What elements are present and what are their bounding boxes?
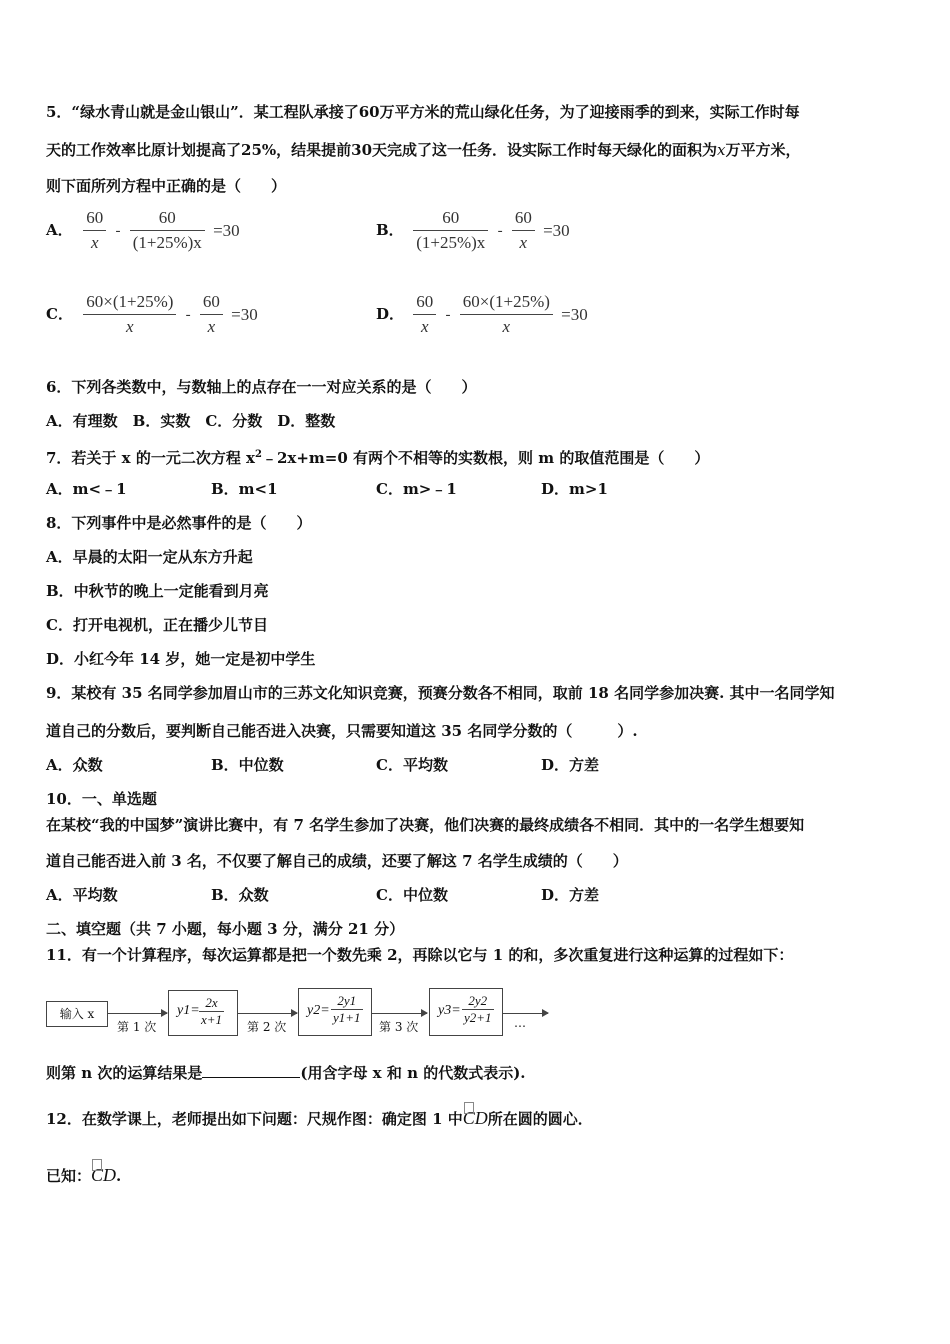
q9-line-1: 9．某校有 35 名同学参加眉山市的三苏文化知识竞赛，预赛分数各不相同，取前 18 名同学参加决赛. 其中一名同学知: [46, 684, 835, 702]
q5-a-frac-1: $\frac{60}{x}$: [83, 208, 106, 253]
q12-stem: 12．在数学课上，老师提出如下问题：尺规作图：确定图 1 中CD所在圆的圆心．: [46, 1108, 593, 1128]
q8-option-d: D．小红今年 14 岁，她一定是初中学生: [46, 650, 316, 668]
flow-arrow-4: [502, 1013, 548, 1014]
q5-a-frac-2: $\frac{60}{(1+25\%)x}$: [130, 208, 205, 253]
flow-box-2: y2= $\frac{2y1}{y1+1}$: [298, 988, 372, 1036]
q5-option-a: A． $\frac{60}{x}$ - $\frac{60}{(1+25\%)x}$ =30: [46, 208, 240, 252]
q5-b-frac-2: $\frac{60}{x}$: [512, 208, 535, 253]
q8-stem: 8．下列事件中是必然事件的是（ ）: [46, 514, 312, 532]
flow-step-3-label: 第 3 次: [379, 1020, 419, 1034]
q5-line-2: 天的工作效率比原计划提高了25%，结果提前30天完成了这一任务．设实际工作时每天绿化的面积为x万平方米，: [46, 141, 801, 159]
q9-option-d: D．方差: [541, 756, 600, 774]
q9-option-c: C．平均数: [376, 756, 448, 774]
q10-option-a: A．平均数: [46, 886, 118, 904]
q7-option-c: C．m>﹣1: [376, 480, 457, 498]
flow-ellipsis: …: [514, 1016, 526, 1030]
q10-option-c: C．中位数: [376, 886, 448, 904]
q8-option-b: B．中秋节的晚上一定能看到月亮: [46, 582, 269, 600]
q10-line-2: 道自己能否进入前 3 名，不仅要了解自己的成绩，还要了解这 7 名学生成绩的（ ）: [46, 852, 628, 870]
flow-input-box: 输入 x: [46, 1001, 108, 1027]
flow-arrow-1: [107, 1013, 167, 1014]
q5-c-frac-1: $\frac{60\times(1+25\%)}{x}$: [83, 292, 176, 337]
q7-option-a: A．m<﹣1: [46, 480, 127, 498]
q9-option-b: B．中位数: [211, 756, 284, 774]
q8-option-c: C．打开电视机，正在播少儿节目: [46, 616, 268, 634]
q11-stem: 11．有一个计算程序，每次运算都是把一个数先乘 2，再除以它与 1 的和，多次重复进行这种运算的过程如下：: [46, 946, 794, 964]
q6-options: A．有理数 B．实数 C．分数 D．整数: [46, 412, 336, 430]
q10-option-d: D．方差: [541, 886, 600, 904]
q5-d-frac-2: $\frac{60\times(1+25\%)}{x}$: [460, 292, 553, 337]
q5-d-frac-1: $\frac{60}{x}$: [413, 292, 436, 337]
q11-answer-blank[interactable]: [202, 1063, 300, 1078]
q7-stem: 7．若关于 x 的一元二次方程 $x^2﹣2x+m=0$ 有两个不相等的实数根，则 m 的取值范围是（ ）: [46, 449, 710, 467]
q6-stem: 6．下列各类数中，与数轴上的点存在一一对应关系的是（ ）: [46, 378, 477, 396]
flow-step-2-label: 第 2 次: [247, 1020, 287, 1034]
flow-arrow-2: [237, 1013, 297, 1014]
flow-box-3: y3= $\frac{2y2}{y2+1}$: [429, 988, 503, 1036]
q8-option-a: A．早晨的太阳一定从东方升起: [46, 548, 253, 566]
q11-answer-line: 则第 n 次的运算结果是 (用含字母 x 和 n 的代数式表示).: [46, 1064, 526, 1082]
q12-arc-cd: CD: [462, 1108, 488, 1128]
section-2-heading: 二、填空题（共 7 小题，每小题 3 分，满分 21 分）: [46, 920, 405, 938]
q10-option-b: B．众数: [211, 886, 269, 904]
flow-box-1: y1= $\frac{2x}{x+1}$: [168, 990, 238, 1036]
q5-c-frac-2: $\frac{60}{x}$: [200, 292, 223, 337]
q5-line-1: 5．“绿水青山就是金山银山”．某工程队承接了60万平方米的荒山绿化任务，为了迎接雨季的到来，实际工作时每: [46, 103, 800, 121]
q7-option-d: D．m>1: [541, 480, 608, 498]
q7-option-b: B．m<1: [211, 480, 278, 498]
q5-b-frac-1: $\frac{60}{(1+25\%)x}$: [413, 208, 488, 253]
q5-option-d: D． $\frac{60}{x}$ - $\frac{60\times(1+25\%)}{x}$ =30: [376, 292, 588, 336]
q10-line-1: 在某校“我的中国梦”演讲比赛中，有 7 名学生参加了决赛，他们决赛的最终成绩各不相同．其中的一名学生想要知: [46, 816, 805, 834]
q12-known: 已知：CD.: [46, 1165, 122, 1185]
q9-option-a: A．众数: [46, 756, 103, 774]
flow-arrow-3: [371, 1013, 427, 1014]
q5-option-b: B． $\frac{60}{(1+25\%)x}$ - $\frac{60}{x}$ =30: [376, 208, 570, 252]
q9-line-2: 道自己的分数后，要判断自己能否进入决赛，只需要知道这 35 名同学分数的（ ）.: [46, 722, 638, 740]
q5-line-3: 则下面所列方程中正确的是（ ）: [46, 177, 287, 195]
q5-var-x: x: [717, 141, 726, 159]
q12-known-arc-cd: CD: [91, 1165, 117, 1185]
q5-option-c: C． $\frac{60\times(1+25\%)}{x}$ - $\frac{60}{x}$ =30: [46, 292, 258, 336]
q10-heading: 10．一、单选题: [46, 790, 157, 808]
flow-step-1-label: 第 1 次: [117, 1020, 157, 1034]
